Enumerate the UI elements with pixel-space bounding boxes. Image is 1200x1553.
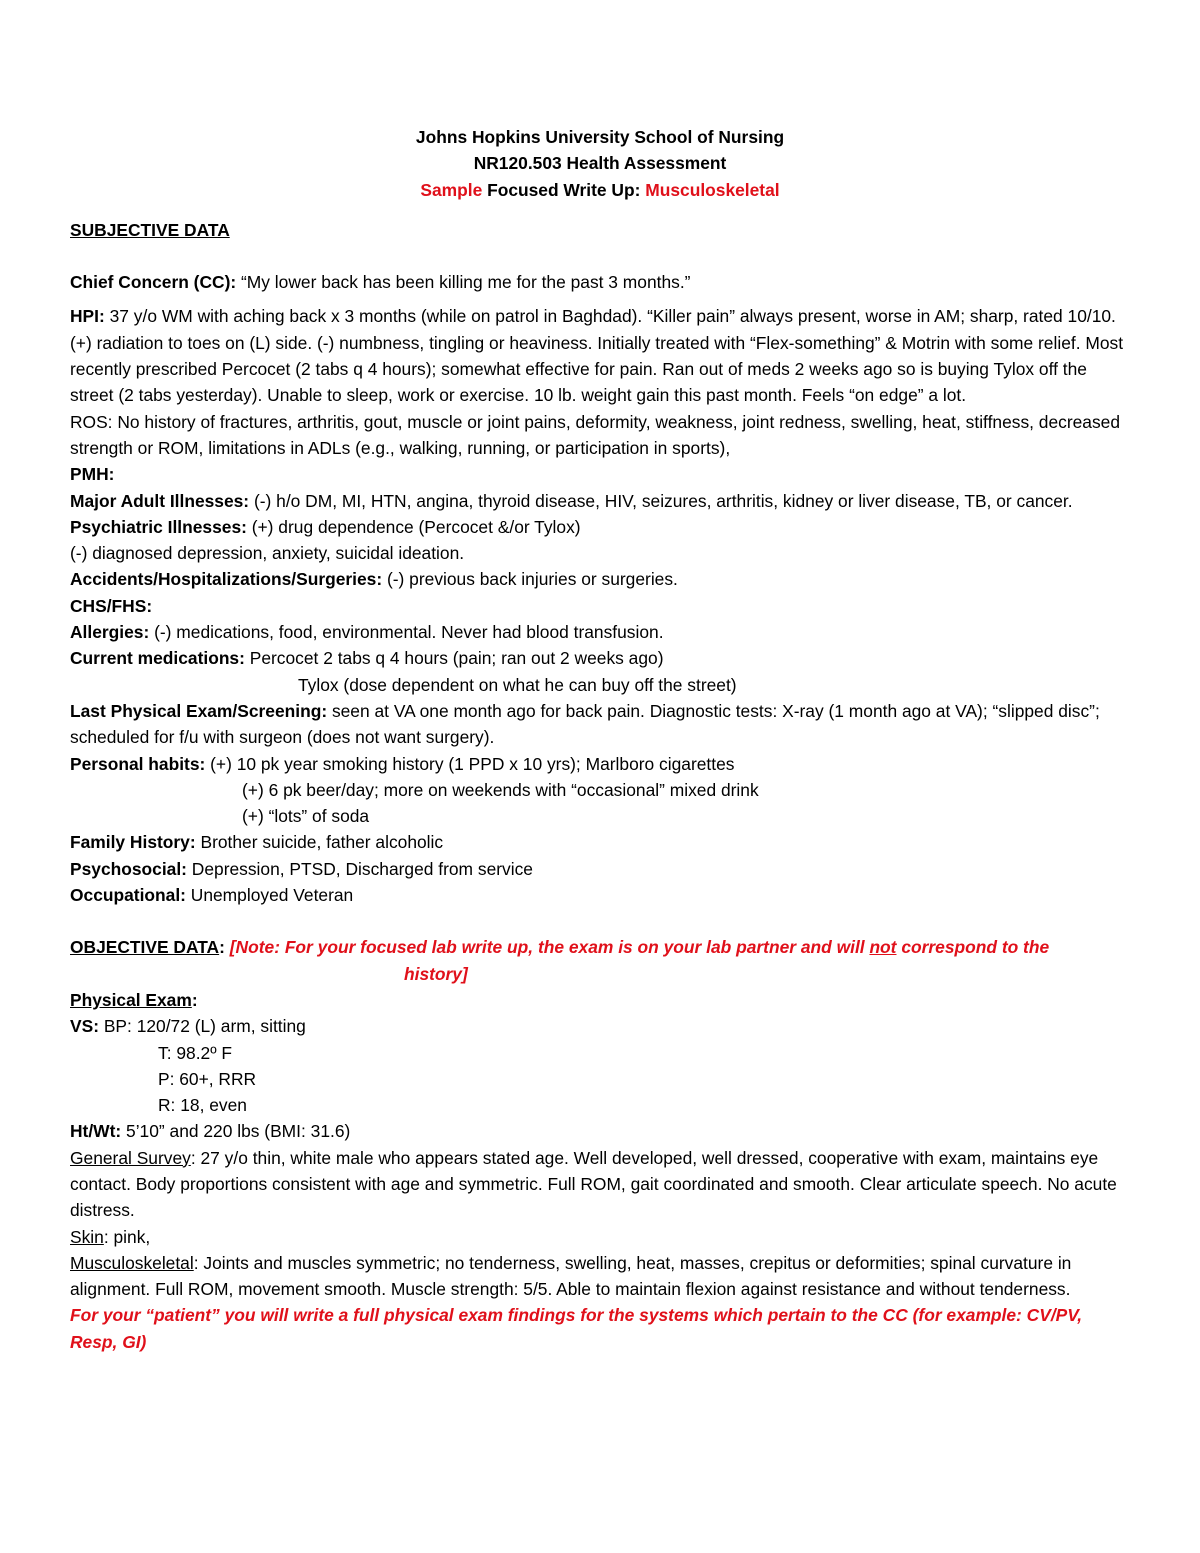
vs-temp: T: 98.2º F [158,1042,233,1063]
cc-text: “My lower back has been killing me for the past 3 months.” [236,272,691,293]
msk-label: Musculoskeletal [70,1252,194,1273]
objective-heading-line [70,934,1130,960]
gs-label: General Survey [70,1147,191,1168]
vs-bp: BP: 120/72 (L) arm, sitting [99,1016,306,1037]
musculoskeletal-exam [70,1250,1130,1303]
accidents-text: (-) previous back injuries or surgeries. [382,569,678,590]
accidents [70,566,1130,592]
lastpe-label: Last Physical Exam/Screening: [70,700,328,721]
hpi-paragraph [70,303,1130,408]
last-physical-exam [70,698,1130,751]
habits-beer: (+) 6 pk beer/day; more on weekends with “occasional” mixed drink [242,779,759,800]
current-medications [70,645,1130,671]
hpi-text: 37 y/o WM with aching back x 3 months (while on patrol in Baghdad). “Killer pain” always present, worse in AM; sharp, rated 10/10. (+) radiation to toes on (L) side. (-) numbness, tingling or heaviness. Initially treated with “Flex-something” & Motrin with some relief. Most recently prescribed Percocet (2 tabs q 4 hours); somewhat effective for pain. Ran out of meds 2 weeks ago so is buying Tylox off the street (2 tabs yesterday). Unable to sleep, work or exercise. 10 lb. weight gain this past month. Feels “on edge” a lot. [70,306,1124,406]
msk-text: : Joints and muscles symmetric; no tenderness, swelling, heat, masses, crepitus or deformities; spinal curvature in alignment. Full ROM, movement smooth. Muscle strength: 5/5. Able to maintain flexion against resistance and without tenderness. [70,1252,1072,1300]
instruction-note: For your “patient” you will write a full physical exam findings for the systems which pertain to the CC (for example: CV/PV, Resp, GI) [70,1305,1083,1352]
major-illnesses [70,488,1130,514]
major-text: (-) h/o DM, MI, HTN, angina, thyroid disease, HIV, seizures, arthritis, kidney or liver disease, TB, or cancer. [249,490,1073,511]
meds-tylox: Tylox (dose dependent on what he can buy off the street) [298,674,737,695]
height-weight [70,1118,1130,1144]
skin-text: : pink, [103,1226,151,1247]
document-header [70,124,1130,203]
subjective-heading: SUBJECTIVE DATA [70,219,230,240]
allergies-text: (-) medications, food, environmental. Never had blood transfusion. [149,622,664,643]
psychosocial-label: Psychosocial: [70,858,187,879]
psychosocial [70,856,1130,882]
note-not: not [869,937,897,958]
physical-exam-heading [70,987,1130,1013]
school-name: Johns Hopkins University School of Nursing [415,127,785,147]
allergies-label: Allergies: [70,622,150,643]
occupational-text: Unemployed Veteran [185,885,354,906]
vital-signs [70,1013,1130,1039]
personal-habits [70,751,1130,777]
major-label: Major Adult Illnesses: [70,490,250,511]
habits-label: Personal habits: [70,753,206,774]
ros-paragraph: ROS: No history of fractures, arthritis, gout, muscle or joint pains, deformity, weakness, joint redness, swelling, heat, stiffness, decreased strength or ROM, limitations in ADLs (e.g., walking, running, or participation in sports), [70,411,1121,458]
meds-text: Percocet 2 tabs q 4 hours (pain; ran out 2 weeks ago) [244,648,664,669]
psych-illnesses [70,514,1130,540]
course-title: NR120.503 Health Assessment [473,153,727,174]
system-label: Musculoskeletal [645,179,780,200]
cc-label: Chief Concern (CC): [70,272,237,293]
skin-label: Skin [70,1226,104,1247]
psych-negatives: (-) diagnosed depression, anxiety, suicidal ideation. [70,543,465,564]
pe-label: Physical Exam [70,989,192,1010]
note-continuation: history] [404,963,468,984]
lastpe-text: seen at VA one month ago for back pain. Diagnostic tests: X-ray (1 month ago at VA); “slipped disc”; scheduled for f/u with surgeon (does not want surgery). [70,700,1100,748]
vs-resp: R: 18, even [158,1095,247,1116]
note-text [225,937,1049,957]
write-up-label: Focused Write Up: [482,179,646,200]
allergies [70,619,1130,645]
chs-label: CHS/FHS: [70,595,153,616]
vs-pulse: P: 60+, RRR [158,1068,257,1089]
occupational-label: Occupational: [70,885,186,906]
note-post: correspond to the [896,937,1050,958]
psych-text: (+) drug dependence (Percocet &/or Tylox) [246,516,581,537]
vs-label: VS: [70,1016,99,1037]
pe-colon: : [191,989,198,1010]
hpi-label: HPI: [70,306,105,327]
htwt-label: Ht/Wt: [70,1121,122,1142]
habits-soda: (+) “lots” of soda [242,806,370,827]
pmh-label: PMH: [70,464,115,485]
skin-exam [70,1224,1130,1250]
sample-label: Sample [420,179,483,200]
note-pre: [Note: For your focused lab write up, the exam is on your lab partner and will [224,937,870,958]
objective-heading: OBJECTIVE DATA [70,937,220,958]
chief-concern [70,269,1130,295]
meds-label: Current medications: [70,648,245,669]
occupational [70,882,1130,908]
gs-text: : 27 y/o thin, white male who appears stated age. Well developed, well dressed, cooperative with exam, maintains eye contact. Body proportions consistent with age and symmetric. Full ROM, gait coordinated and smooth. Clear articulate speech. No acute distress. [70,1147,1117,1221]
objective-heading-colon: : [219,937,225,958]
psych-label: Psychiatric Illnesses: [70,516,247,537]
family-label: Family History: [70,832,196,853]
general-survey [70,1145,1130,1224]
accidents-label: Accidents/Hospitalizations/Surgeries: [70,569,383,590]
write-up-title [70,177,1130,203]
family-history [70,829,1130,855]
psychosocial-text: Depression, PTSD, Discharged from service [186,858,533,879]
habits-text: (+) 10 pk year smoking history (1 PPD x 10 yrs); Marlboro cigarettes [205,753,735,774]
htwt-text: 5’10” and 220 lbs (BMI: 31.6) [121,1121,351,1142]
family-text: Brother suicide, father alcoholic [195,832,444,853]
